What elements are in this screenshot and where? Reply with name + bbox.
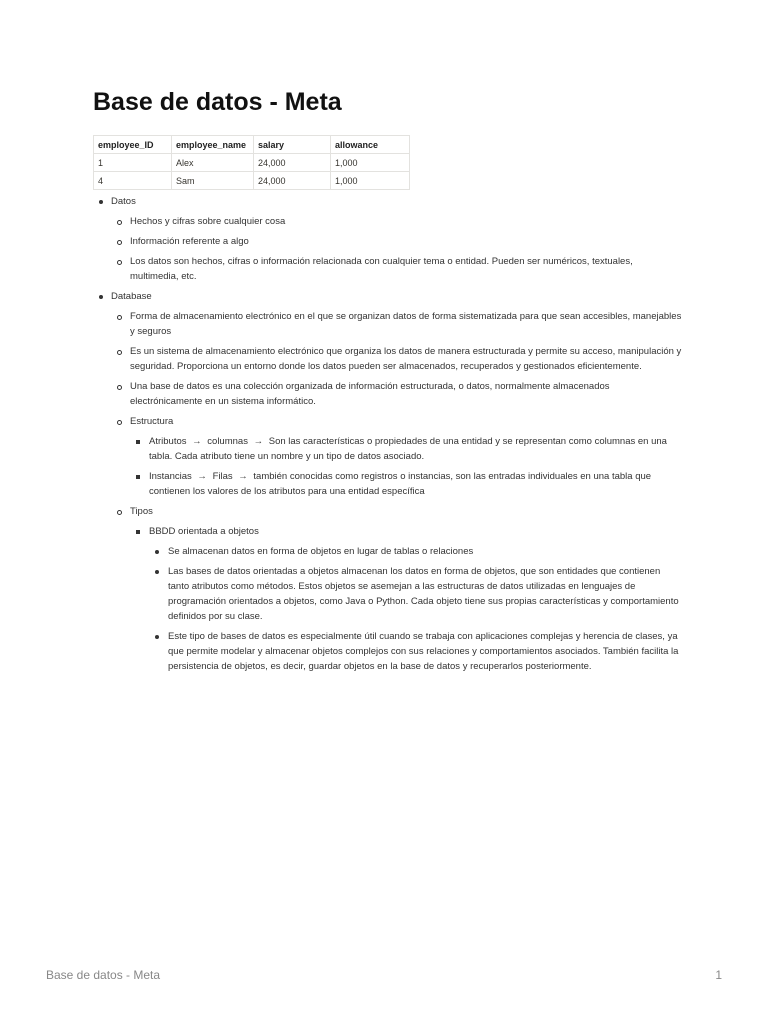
table-cell: 1,000 <box>331 172 410 190</box>
list-item-datos <box>93 194 683 284</box>
employee-table <box>93 135 410 190</box>
arrow-right-icon: → <box>238 471 248 482</box>
list-item-label: Database <box>111 291 152 302</box>
list-item-text: Se almacenan datos en forma de objetos en lugar de tablas o relaciones <box>168 546 474 557</box>
disc-bullet-icon <box>99 200 103 204</box>
list-item <box>111 214 683 229</box>
table-header-cell: employee_name <box>172 136 254 154</box>
term: Instancias <box>149 471 192 482</box>
table-row <box>94 172 410 190</box>
disc-bullet-icon <box>155 570 159 574</box>
disc-bullet-icon <box>155 550 159 554</box>
square-bullet-icon <box>136 530 140 534</box>
list-item <box>149 544 683 559</box>
disc-bullet-icon <box>99 295 103 299</box>
list-item-text: Este tipo de bases de datos es especialmente útil cuando se trabaja con aplicaciones complejas y herencia de clases, ya que permite modelar y almacenar objetos complejos con sus relaciones y comportamientos asociados. También facilita la persistencia de objetos, es decir, guardar objetos en la base de datos y recuperarlos posteriormente. <box>168 631 679 672</box>
list-item <box>111 254 683 284</box>
list-item-label: Tipos <box>130 506 153 517</box>
circle-bullet-icon <box>117 315 122 320</box>
list-item-text: Son las características o propiedades de una entidad y se representan como columnas en una tabla. Cada atributo tiene un nombre y un tipo de datos asociado. <box>149 436 667 462</box>
table-cell: Sam <box>172 172 254 190</box>
circle-bullet-icon <box>117 240 122 245</box>
term: columnas <box>207 436 248 447</box>
list-item-text: también conocidas como registros o instancias, son las entradas individuales en una tabla que contienen los valores de los atributos para una entidad específica <box>149 471 652 497</box>
term: Filas <box>212 471 233 482</box>
circle-bullet-icon <box>117 385 122 390</box>
table-cell: 24,000 <box>254 172 331 190</box>
list-item <box>149 629 683 674</box>
list-item <box>149 564 683 624</box>
circle-bullet-icon <box>117 260 122 265</box>
list-item-estructura <box>111 414 683 499</box>
table-cell: 4 <box>94 172 172 190</box>
list-item-text: Los datos son hechos, cifras o información relacionada con cualquier tema o entidad. Pueden ser numéricos, textuales, multimedia, etc. <box>130 256 633 282</box>
circle-bullet-icon <box>117 220 122 225</box>
arrow-right-icon: → <box>197 471 207 482</box>
list-item-label: Datos <box>111 196 136 207</box>
page-title: Base de datos - Meta <box>93 88 342 116</box>
list-item-database <box>93 289 683 674</box>
table-header-cell: employee_ID <box>94 136 172 154</box>
list-item-text: Una base de datos es una colección organizada de información estructurada, o datos, normalmente almacenados electrónicamente en un sistema informático. <box>130 381 610 407</box>
list-item-text: Forma de almacenamiento electrónico en el que se organizan datos de forma sistematizada para que sean accesibles, manejables y seguros <box>130 311 682 337</box>
list-item <box>111 344 683 374</box>
table-row <box>94 154 410 172</box>
list-item-bbdd <box>130 524 683 674</box>
square-bullet-icon <box>136 440 140 444</box>
list-item <box>111 379 683 409</box>
list-item-label: BBDD orientada a objetos <box>149 526 259 537</box>
list-item-tipos <box>111 504 683 674</box>
list-item <box>111 234 683 249</box>
arrow-right-icon: → <box>192 436 202 447</box>
list-item-text: Hechos y cifras sobre cualquier cosa <box>130 216 286 227</box>
circle-bullet-icon <box>117 510 122 515</box>
footer-title: Base de datos - Meta <box>46 968 161 982</box>
table-header-cell: allowance <box>331 136 410 154</box>
table-header-row <box>94 136 410 154</box>
notes-outline <box>93 194 683 679</box>
page-number: 1 <box>715 968 722 982</box>
list-item <box>111 309 683 339</box>
list-item-text: Es un sistema de almacenamiento electrónico que organiza los datos de manera estructurada y permite su acceso, manipulación y seguridad. Proporciona un entorno donde los datos pueden ser almacenados, recuperados y gestionados eficientemente. <box>130 346 682 372</box>
list-item-instancias <box>130 469 683 499</box>
arrow-right-icon: → <box>253 436 264 447</box>
term: Atributos <box>149 436 187 447</box>
disc-bullet-icon <box>155 635 159 639</box>
square-bullet-icon <box>136 475 140 479</box>
list-item-atributos <box>130 434 683 464</box>
table-header-cell: salary <box>254 136 331 154</box>
circle-bullet-icon <box>117 420 122 425</box>
list-item-label: Estructura <box>130 416 174 427</box>
list-item-text: Información referente a algo <box>130 236 249 247</box>
table-cell: Alex <box>172 154 254 172</box>
list-item-text: Las bases de datos orientadas a objetos almacenan los datos en forma de objetos, que son entidades que contienen tanto atributos como métodos. Estos objetos se asemejan a las estructuras de datos utilizadas en lenguajes de programación orientados a objetos, como Java o Python. Cada objeto tiene sus propias características y comportamiento definidos por su clase. <box>168 566 679 622</box>
circle-bullet-icon <box>117 350 122 355</box>
table-cell: 24,000 <box>254 154 331 172</box>
table-cell: 1 <box>94 154 172 172</box>
table-cell: 1,000 <box>331 154 410 172</box>
